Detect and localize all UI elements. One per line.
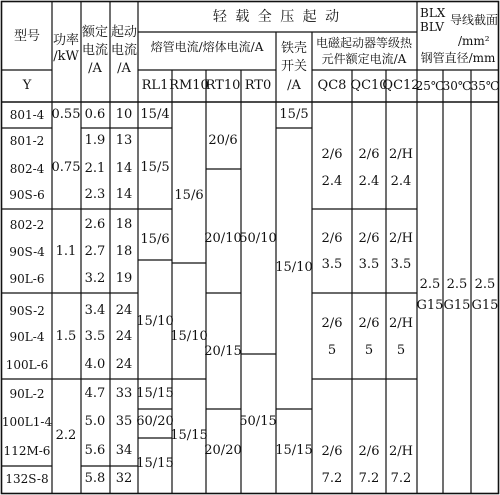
wire-header-unit: /mm² xyxy=(458,34,490,48)
start-current-cell: 18 xyxy=(115,244,133,259)
rated-current-cell: 4.0 xyxy=(84,357,106,372)
fuse-header: 熔管电流/熔体电流/A xyxy=(150,40,264,54)
rated-current-cell: 3.5 xyxy=(84,329,106,344)
model-cell: 100L1-4 xyxy=(1,415,53,429)
rl1-cell: 15/6 xyxy=(140,232,170,247)
rm10-cell: 15/15 xyxy=(170,428,208,443)
rated-current-cell: 0.6 xyxy=(84,107,106,122)
start-current-cell: 35 xyxy=(115,414,133,429)
wire-area-30c: 2.5 xyxy=(446,277,468,292)
rated-current-cell: 1.9 xyxy=(84,133,106,148)
start-current-header-line1: 起动 xyxy=(110,25,138,40)
iron-switch-header-line1: 铁壳 xyxy=(280,41,308,56)
power-cell: 1.1 xyxy=(55,244,77,259)
qc8-cell: 2.4 xyxy=(321,174,343,189)
rated-current-cell: 2.3 xyxy=(84,187,106,202)
y-series-label: Y xyxy=(22,78,32,93)
rt0-cell: 50/15 xyxy=(239,414,277,429)
start-current-cell: 14 xyxy=(115,187,133,202)
qc8-cell: 2/6 xyxy=(321,316,343,331)
starter-header-line2: 元件额定电流/A xyxy=(321,52,407,66)
power-cell: 0.55 xyxy=(51,107,81,122)
model-cell: 100L-6 xyxy=(5,358,49,372)
temp-25: 25℃ xyxy=(415,79,445,93)
start-current-cell: 13 xyxy=(115,133,133,148)
temp-35: 35℃ xyxy=(470,79,500,93)
pipe-diameter-30c: G15 xyxy=(443,298,471,313)
qc8-cell: 2/6 xyxy=(321,147,343,162)
qc8-cell: 3.5 xyxy=(321,257,343,272)
fuse-type-rt10: RT10 xyxy=(205,78,241,93)
model-cell: 801-4 xyxy=(9,108,45,122)
wire-area-25c: 2.5 xyxy=(419,277,441,292)
qc10-cell: 2/6 xyxy=(358,316,380,331)
temp-30: 30℃ xyxy=(442,79,472,93)
qc12-cell: 5 xyxy=(396,343,406,358)
rated-current-header-line1: 额定 xyxy=(81,25,109,40)
iron-switch-header-line2: 开关 xyxy=(280,59,308,74)
rl1-cell: 15/10 xyxy=(136,314,174,329)
rl1-cell: 60/20 xyxy=(136,414,174,429)
qc8-cell: 2/6 xyxy=(321,444,343,459)
power-cell: 2.2 xyxy=(55,428,77,443)
start-current-cell: 24 xyxy=(115,303,133,318)
qc10-cell: 2.4 xyxy=(358,174,380,189)
model-cell: 802-4 xyxy=(9,162,45,176)
qc10-cell: 3.5 xyxy=(358,257,380,272)
fuse-type-rm10: RM10 xyxy=(169,78,209,93)
start-current-cell: 34 xyxy=(115,443,133,458)
model-cell: 90L-4 xyxy=(9,330,45,344)
rt10-cell: 20/10 xyxy=(204,231,242,246)
pipe-diameter-35c: G15 xyxy=(471,298,499,313)
power-header-line2: /kW xyxy=(53,49,79,64)
light-load-start-title: 轻 载 全 压 起 动 xyxy=(212,9,342,25)
rt10-cell: 20/15 xyxy=(204,344,242,359)
rl1-cell: 15/4 xyxy=(140,107,170,122)
rt10-cell: 20/6 xyxy=(208,133,238,148)
start-current-cell: 24 xyxy=(115,329,133,344)
qc12-cell: 2/H xyxy=(389,316,413,331)
qc10-cell: 2/6 xyxy=(358,147,380,162)
qc10-cell: 7.2 xyxy=(358,471,380,486)
rated-current-cell: 5.0 xyxy=(84,414,106,429)
starter-header-line1: 电磁起动器等级热 xyxy=(315,36,413,50)
rated-current-cell: 2.6 xyxy=(84,217,106,232)
rated-current-cell: 3.4 xyxy=(84,303,106,318)
wire-header-pipe: 钢管直径/mm xyxy=(420,51,496,65)
power-header-line1: 功率 xyxy=(52,33,80,48)
start-current-cell: 18 xyxy=(115,217,133,232)
model-cell: 90L-2 xyxy=(9,387,45,401)
iron-switch-cell: 15/15 xyxy=(275,443,313,458)
rl1-cell: 15/15 xyxy=(136,386,174,401)
rated-current-cell: 3.2 xyxy=(84,271,106,286)
starter-type-qc8: QC8 xyxy=(317,78,347,93)
wire-area-35c: 2.5 xyxy=(474,277,496,292)
model-cell: 90S-4 xyxy=(9,245,45,259)
qc8-cell: 5 xyxy=(327,343,337,358)
start-current-cell: 19 xyxy=(115,271,133,286)
model-cell: 801-2 xyxy=(9,134,45,148)
power-cell: 0.75 xyxy=(51,160,81,175)
rt10-cell: 20/20 xyxy=(204,443,242,458)
qc12-cell: 2/H xyxy=(389,147,413,162)
start-current-cell: 24 xyxy=(115,357,133,372)
start-current-cell: 10 xyxy=(115,107,133,122)
rated-current-cell: 4.7 xyxy=(84,386,106,401)
wire-header-blx: BLX xyxy=(420,6,446,20)
qc10-cell: 5 xyxy=(364,343,374,358)
qc12-cell: 7.2 xyxy=(390,471,412,486)
start-current-cell: 32 xyxy=(115,471,133,486)
rated-current-cell: 2.1 xyxy=(84,161,106,176)
model-cell: 90S-2 xyxy=(9,304,45,318)
model-cell: 90S-6 xyxy=(9,188,45,202)
rated-current-header-line2: 电流 xyxy=(81,43,109,58)
type-header: 型号 xyxy=(13,29,41,44)
qc8-cell: 7.2 xyxy=(321,471,343,486)
rated-current-cell: 2.7 xyxy=(84,244,106,259)
qc12-cell: 2/H xyxy=(389,444,413,459)
fuse-type-rl1: RL1 xyxy=(141,78,169,93)
iron-switch-cell: 15/10 xyxy=(275,260,313,275)
model-cell: 802-2 xyxy=(9,218,45,232)
iron-switch-header-line3: /A xyxy=(287,78,301,93)
fuse-type-rt0: RT0 xyxy=(244,78,272,93)
start-current-cell: 14 xyxy=(115,161,133,176)
wire-header-blv: BLV xyxy=(420,20,445,34)
start-current-header-line3: /A xyxy=(117,61,131,76)
qc12-cell: 3.5 xyxy=(390,257,412,272)
pipe-diameter-25c: G15 xyxy=(416,298,444,313)
start-current-cell: 33 xyxy=(115,386,133,401)
power-cell: 1.5 xyxy=(55,329,77,344)
qc12-cell: 2.4 xyxy=(390,174,412,189)
rl1-cell: 15/15 xyxy=(136,456,174,471)
rated-current-cell: 5.8 xyxy=(84,471,106,486)
model-cell: 132S-8 xyxy=(5,472,49,486)
start-current-header-line2: 电流 xyxy=(110,43,138,58)
rt0-cell: 50/10 xyxy=(239,231,277,246)
wire-header-section: 导线截面 xyxy=(450,13,499,27)
qc8-cell: 2/6 xyxy=(321,231,343,246)
qc12-cell: 2/H xyxy=(389,231,413,246)
starter-type-qc12: QC12 xyxy=(382,78,420,93)
starter-type-qc10: QC10 xyxy=(350,78,388,93)
rated-current-cell: 5.6 xyxy=(84,443,106,458)
qc10-cell: 2/6 xyxy=(358,231,380,246)
model-cell: 90L-6 xyxy=(9,272,45,286)
rm10-cell: 15/6 xyxy=(174,188,204,203)
rated-current-header-line3: /A xyxy=(88,61,102,76)
iron-switch-cell: 15/5 xyxy=(279,107,309,122)
qc10-cell: 2/6 xyxy=(358,444,380,459)
rl1-cell: 15/5 xyxy=(140,160,170,175)
rm10-cell: 15/10 xyxy=(170,329,208,344)
model-cell: 112M-6 xyxy=(3,444,51,458)
